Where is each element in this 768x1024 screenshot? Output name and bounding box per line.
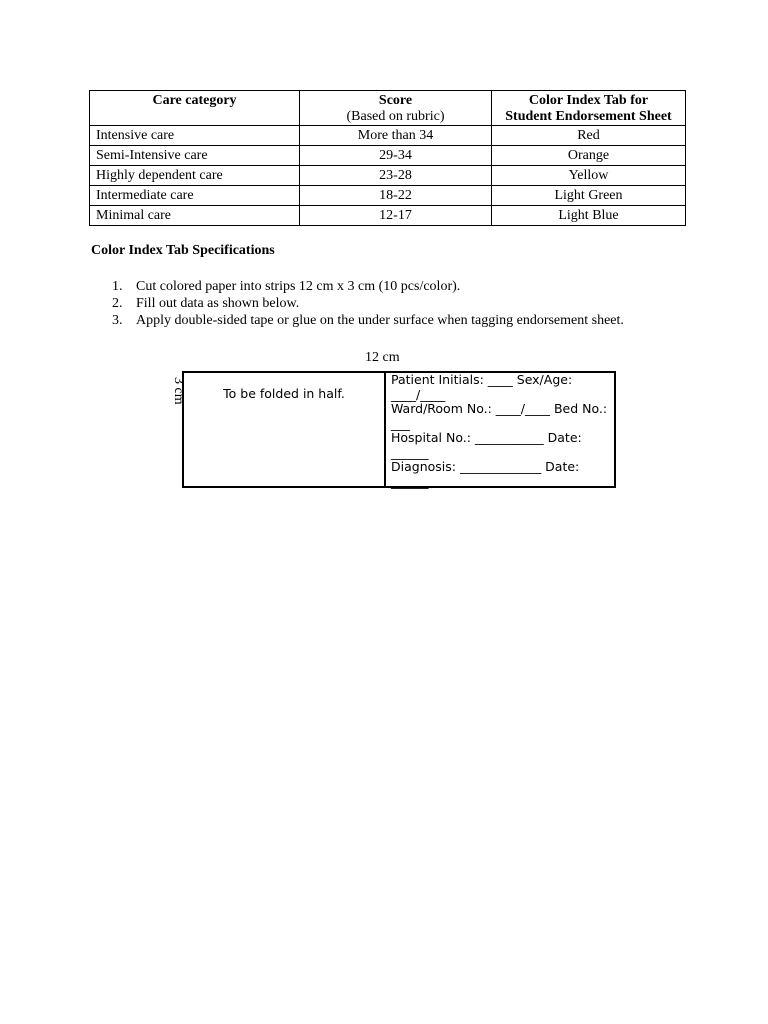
- header-care-category: [90, 91, 300, 126]
- cell-category: Minimal care: [90, 206, 300, 226]
- spec-steps-list: [112, 278, 624, 329]
- list-item: [112, 295, 624, 312]
- header-color-line1: Color Index Tab for: [528, 93, 649, 108]
- cell-category: Highly dependent care: [90, 166, 300, 186]
- step-text: Fill out data as shown below.: [136, 296, 300, 311]
- header-care-category-label: Care category: [152, 93, 237, 108]
- table-row: [90, 166, 686, 186]
- spec-heading: Color Index Tab Specifications: [91, 243, 275, 258]
- list-item: [112, 278, 624, 295]
- header-color-index: [492, 91, 686, 126]
- cell-color: Light Green: [492, 186, 686, 206]
- cell-score: 23-28: [300, 166, 492, 186]
- cell-score: 18-22: [300, 186, 492, 206]
- fold-instruction: To be folded in half.: [223, 386, 345, 401]
- index-tab-diagram: [182, 371, 616, 488]
- table-row: [90, 206, 686, 226]
- field-hospital-no: Hospital No.: ___________ Date: ______: [391, 430, 582, 460]
- step-number: 1.: [112, 279, 123, 294]
- step-text: Apply double-sided tape or glue on the under surface when tagging endorsement sheet.: [136, 313, 624, 328]
- tab-width-label: 12 cm: [365, 350, 400, 365]
- cell-category: Semi-Intensive care: [90, 146, 300, 166]
- data-fields-section: [386, 372, 614, 489]
- list-item: [112, 312, 624, 329]
- table-row: [90, 126, 686, 146]
- cell-color: Yellow: [492, 166, 686, 186]
- cell-color: Light Blue: [492, 206, 686, 226]
- header-color-line2: Student Endorsement Sheet: [505, 109, 672, 124]
- cell-category: Intensive care: [90, 126, 300, 146]
- step-number: 2.: [112, 296, 123, 311]
- table-row: [90, 186, 686, 206]
- header-score: [300, 91, 492, 126]
- cell-category: Intermediate care: [90, 186, 300, 206]
- step-text: Cut colored paper into strips 12 cm x 3 cm (10 pcs/color).: [136, 279, 461, 294]
- cell-color: Orange: [492, 146, 686, 166]
- table-header-row: [90, 91, 686, 126]
- care-category-table: [89, 90, 686, 226]
- field-diagnosis: Diagnosis: _____________ Date: ______: [391, 459, 580, 489]
- cell-score: 12-17: [300, 206, 492, 226]
- field-ward-room: Ward/Room No.: ____/____ Bed No.: ___: [391, 401, 608, 431]
- header-score-sublabel: (Based on rubric): [346, 109, 445, 124]
- field-patient-initials: Patient Initials: ____ Sex/Age: ____/____: [391, 372, 573, 402]
- header-score-label: Score: [378, 93, 413, 108]
- tab-height-label: 3 cm: [171, 377, 186, 405]
- step-number: 3.: [112, 313, 123, 328]
- fold-section: [184, 373, 386, 486]
- table-row: [90, 146, 686, 166]
- cell-score: More than 34: [300, 126, 492, 146]
- cell-color: Red: [492, 126, 686, 146]
- cell-score: 29-34: [300, 146, 492, 166]
